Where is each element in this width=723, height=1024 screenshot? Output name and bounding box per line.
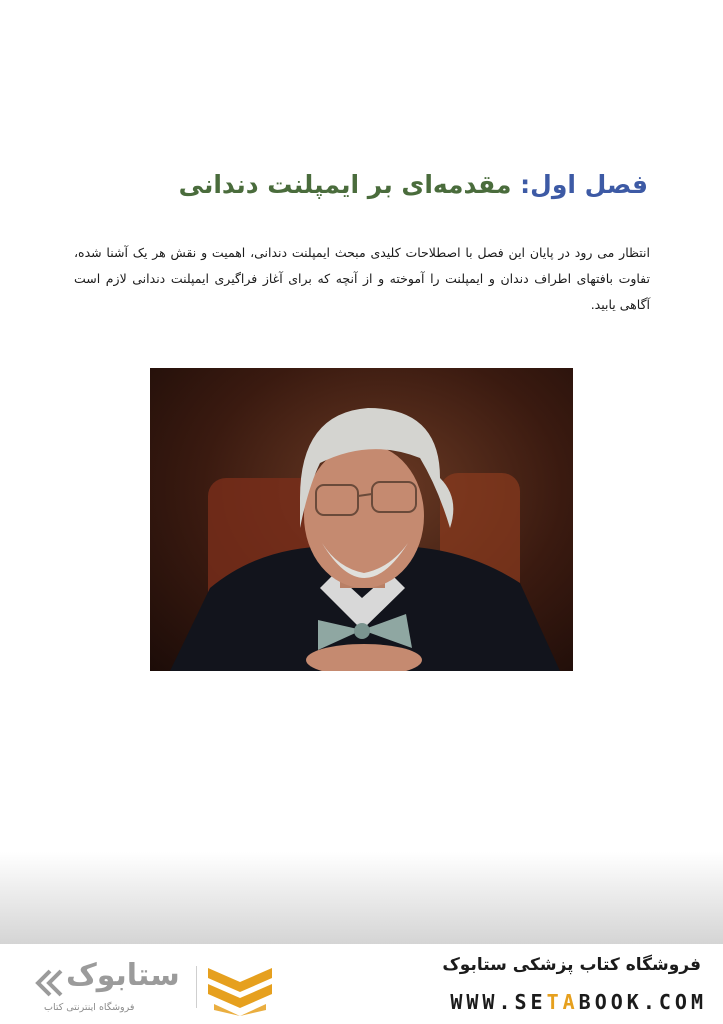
chevron-logo-icon	[204, 964, 276, 1016]
page-shadow	[0, 852, 723, 944]
store-url[interactable]	[450, 990, 707, 1014]
chapter-label: فصل اول:	[520, 170, 648, 199]
url-suffix: BOOK.COM	[578, 990, 707, 1014]
logo-tagline: فروشگاه اینترنتی کتاب	[44, 1002, 135, 1013]
intro-paragraph: انتظار می رود در پایان این فصل با اصطلاحات کلیدی مبحث ایمپلنت دندانی، اهمیت و نقش هر یک آشنا شده، تفاوت بافتهای اطراف دندان و ایمپلنت را آموخته و از آنچه که برای آغاز فراگیری ایمپلنت دندانی لازم است آگاهی یابید.	[74, 245, 650, 312]
double-arrow-icon	[34, 968, 64, 998]
portrait-photo	[150, 368, 573, 671]
url-prefix: WWW.SE	[450, 990, 547, 1014]
footer-divider	[196, 966, 197, 1008]
url-accent: TA	[546, 990, 579, 1014]
chapter-title: مقدمه‌ای بر ایمپلنت دندانی	[178, 170, 512, 199]
logo-wordmark: ستابوک	[66, 958, 180, 993]
footer-banner	[0, 944, 723, 1024]
chapter-heading	[179, 170, 648, 199]
store-name: فروشگاه کتاب پزشکی ستابوک	[442, 955, 701, 975]
